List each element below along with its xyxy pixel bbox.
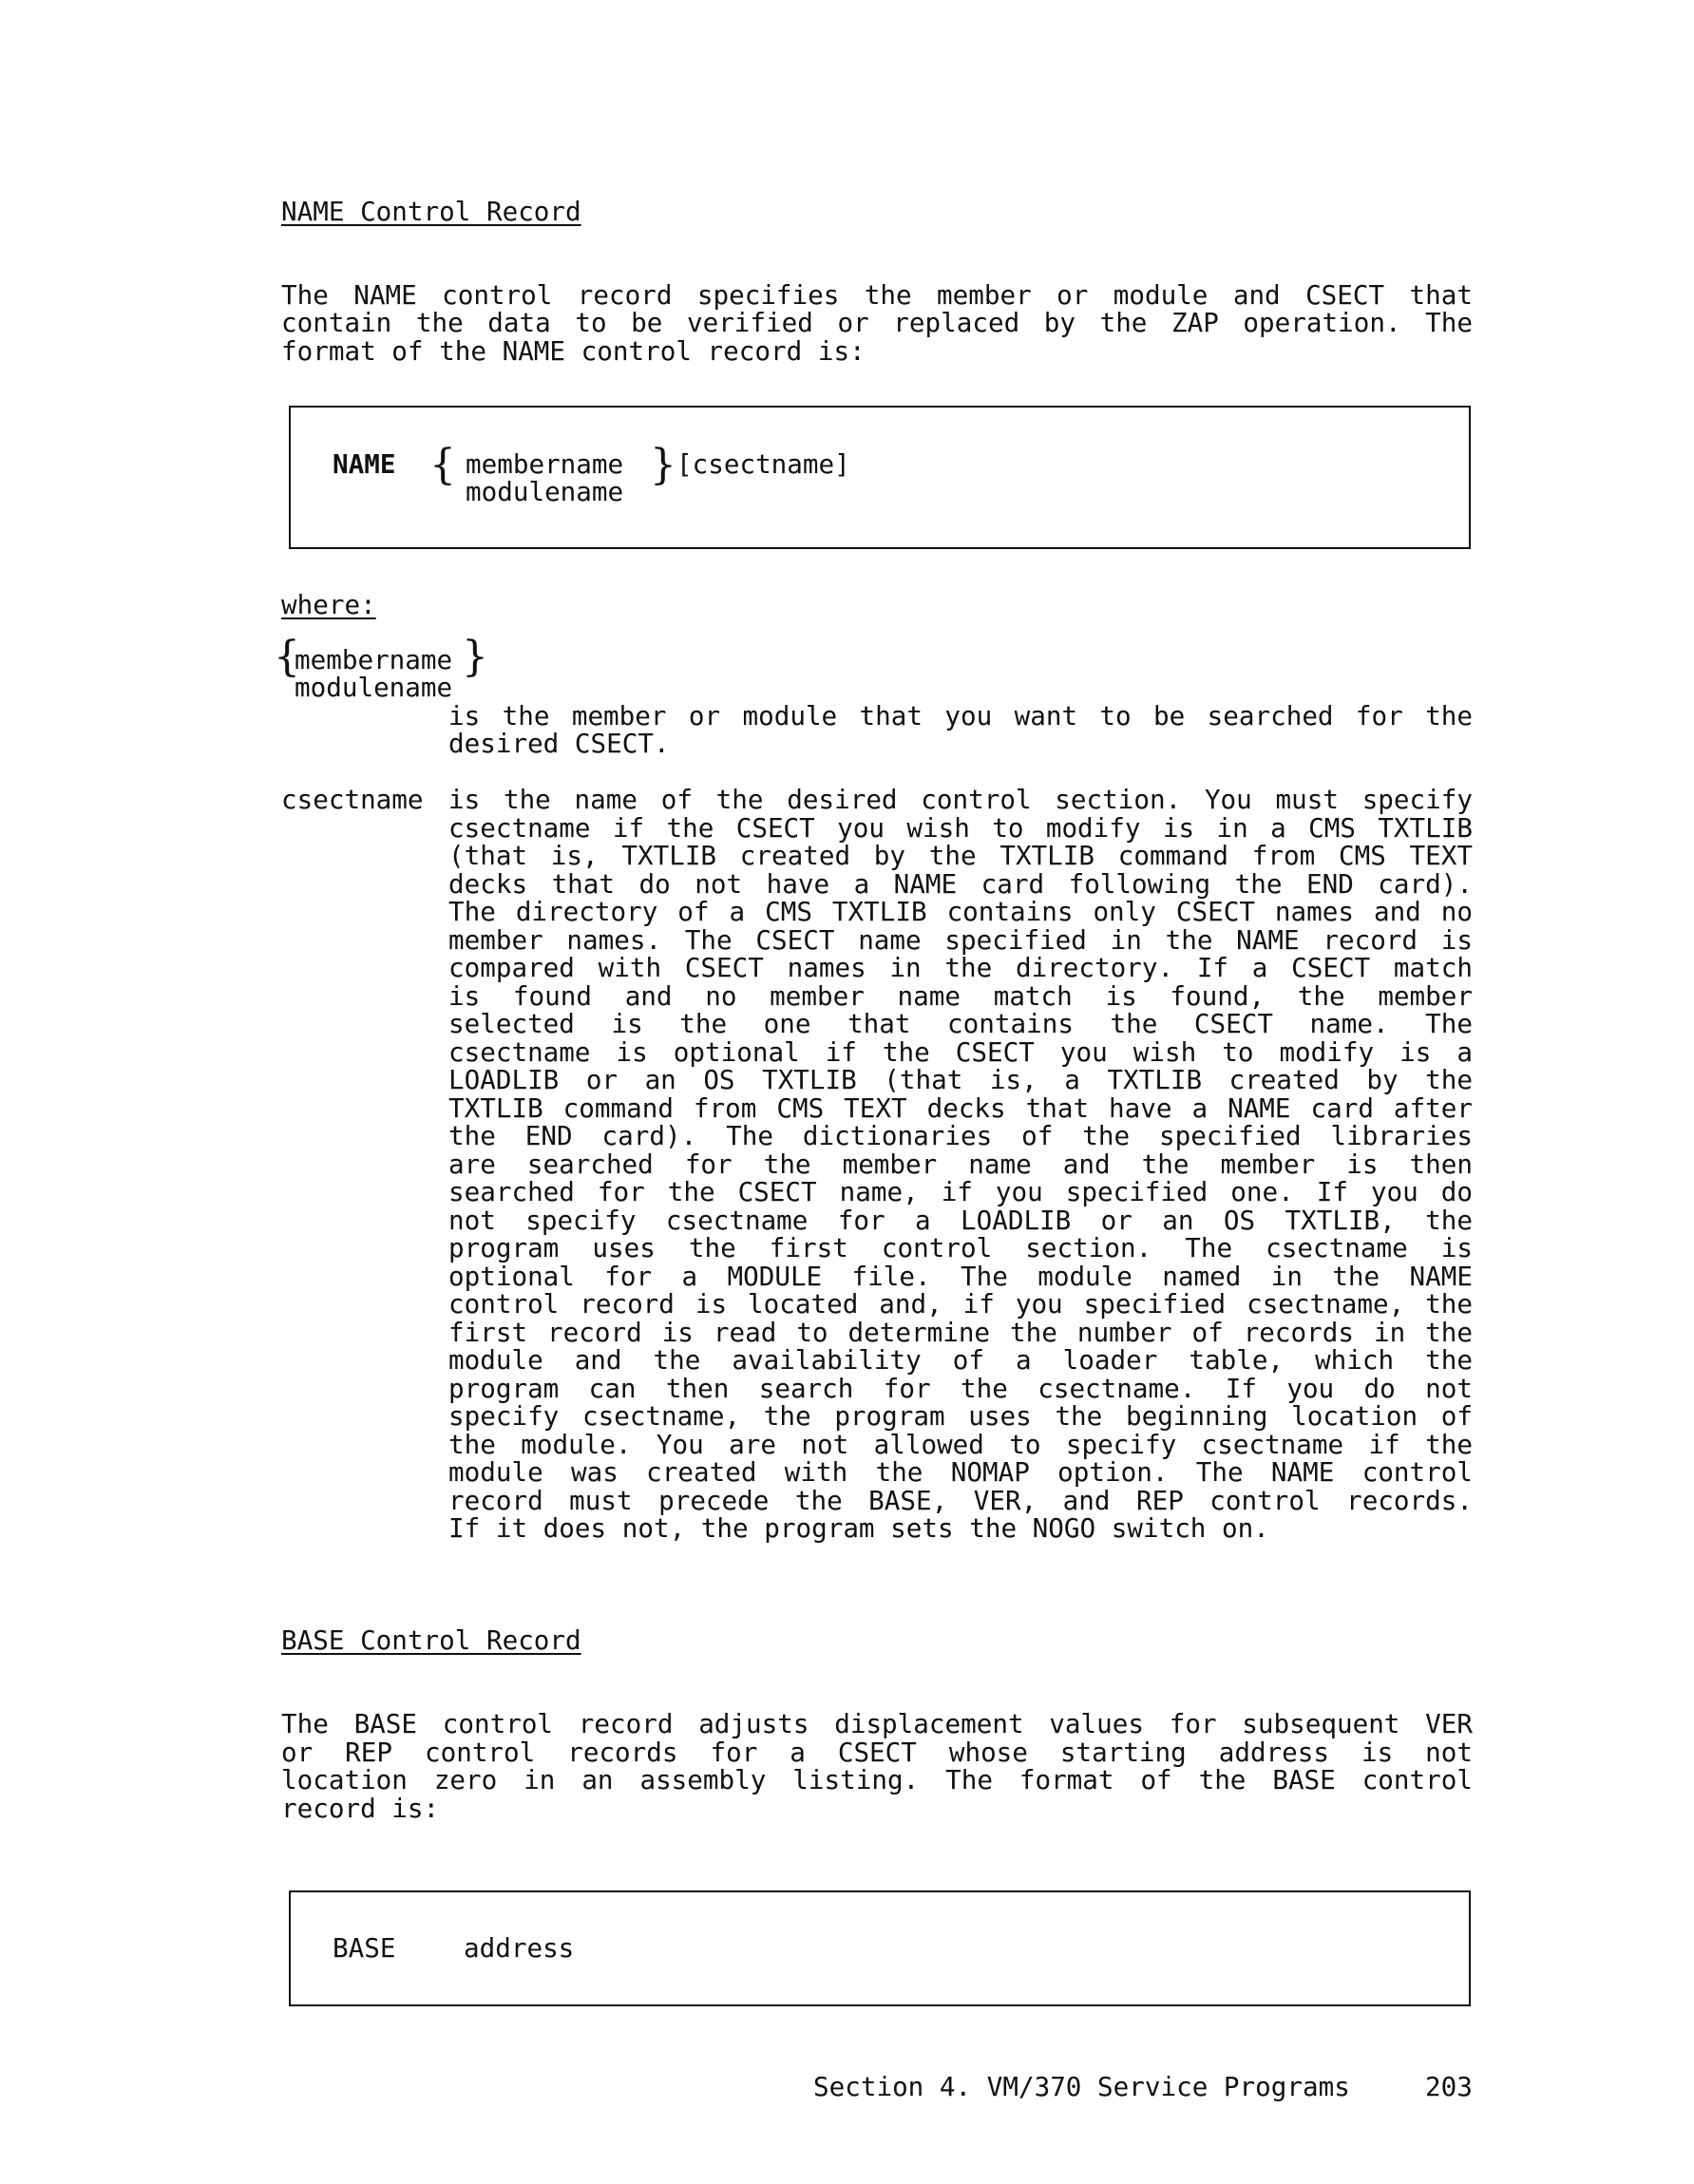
param2-desc-line: program can then search for the csectname. If you do not <box>448 1373 1473 1404</box>
param2-desc-line: program uses the first control section. The csectname is <box>448 1232 1473 1263</box>
param2-desc-line: decks that do not have a NAME card following the END card). <box>448 868 1473 900</box>
param2-desc-line: first record is read to determine the number of records in the <box>448 1317 1473 1348</box>
syntax-option-membername: membername <box>466 448 624 480</box>
footer-section-text: Section 4. VM/370 Service Programs <box>813 2071 1350 2102</box>
name-intro-line: contain the data to be verified or replaced by the ZAP operation. The <box>281 307 1473 338</box>
param2-desc-line: module was created with the NOMAP option. The NAME control <box>448 1456 1473 1488</box>
syntax-operand-address: address <box>464 1932 575 1964</box>
param2-desc-line: module and the availability of a loader table, which the <box>448 1344 1473 1376</box>
param2-desc-line: member names. The CSECT name specified in the NAME record is <box>448 924 1473 956</box>
base-intro-line: location zero in an assembly listing. The format of the BASE control <box>281 1764 1473 1795</box>
param2-desc-line: optional for a MODULE file. The module named in the NAME <box>448 1261 1473 1292</box>
base-intro-line: or REP control records for a CSECT whose starting address is not <box>281 1737 1473 1768</box>
param2-desc-line: LOADLIB or an OS TXTLIB (that is, a TXTLIB created by the <box>448 1064 1473 1095</box>
param1-desc-line: desired CSECT. <box>448 728 670 759</box>
param2-desc-line: specify csectname, the program uses the beginning location of <box>448 1400 1473 1432</box>
syntax-right-brace: } <box>650 441 676 489</box>
param2-desc-line: (that is, TXTLIB created by the TXTLIB command from CMS TEXT <box>448 840 1473 871</box>
syntax-left-brace: { <box>429 441 456 489</box>
param2-desc-line: TXTLIB command from CMS TEXT decks that have a NAME card after <box>448 1092 1473 1124</box>
param2-desc-line: csectname is optional if the CSECT you wish to modify is a <box>448 1036 1473 1068</box>
footer-page-number: 203 <box>1425 2071 1473 2102</box>
param2-desc-line: control record is located and, if you specified csectname, the <box>448 1288 1473 1320</box>
param2-desc-line: csectname if the CSECT you wish to modify is in a CMS TXTLIB <box>448 812 1473 844</box>
param2-desc-line: searched for the CSECT name, if you specified one. If you do <box>448 1176 1473 1207</box>
name-section-heading: NAME Control Record <box>281 196 581 227</box>
base-intro-line: record is: <box>281 1793 440 1824</box>
param2-desc-line: If it does not, the program sets the NOGO switch on. <box>448 1512 1269 1544</box>
param-left-brace: { <box>274 633 300 681</box>
param2-desc-line: is the name of the desired control section. You must specify <box>448 784 1473 815</box>
syntax-option-modulename: modulename <box>466 476 624 507</box>
param2-desc-line: compared with CSECT names in the directory. If a CSECT match <box>448 952 1473 983</box>
where-label: where: <box>281 589 376 620</box>
param-modulename: modulename <box>295 672 453 703</box>
param2-desc-line: are searched for the member name and the member is then <box>448 1149 1473 1180</box>
param2-desc-line: is found and no member name match is found, the member <box>448 980 1473 1012</box>
base-section-heading: BASE Control Record <box>281 1624 581 1656</box>
param2-desc-line: the END card). The dictionaries of the specified libraries <box>448 1120 1473 1151</box>
param2-desc-line: The directory of a CMS TXTLIB contains only CSECT names and no <box>448 896 1473 927</box>
name-intro-line: The NAME control record specifies the member or module and CSECT that <box>281 279 1473 311</box>
param-membername: membername <box>295 644 453 675</box>
base-intro-line: The BASE control record adjusts displacement values for subsequent VER <box>281 1708 1473 1739</box>
param1-desc-line: is the member or module that you want to be searched for the <box>448 700 1473 731</box>
param2-desc-line: record must precede the BASE, VER, and REP control records. <box>448 1485 1473 1516</box>
param-right-brace: } <box>462 633 488 681</box>
param2-desc-line: not specify csectname for a LOADLIB or an OS TXTLIB, the <box>448 1205 1473 1236</box>
param2-desc-line: selected is the one that contains the CSECT name. The <box>448 1008 1473 1039</box>
syntax-optional-csectname: [csectname] <box>676 448 850 480</box>
param2-desc-line: the module. You are not allowed to specify csectname if the <box>448 1429 1473 1460</box>
syntax-keyword-name: NAME <box>333 448 396 480</box>
param-csectname: csectname <box>281 784 424 815</box>
name-intro-line: format of the NAME control record is: <box>281 335 866 367</box>
syntax-keyword-base: BASE <box>333 1932 396 1964</box>
